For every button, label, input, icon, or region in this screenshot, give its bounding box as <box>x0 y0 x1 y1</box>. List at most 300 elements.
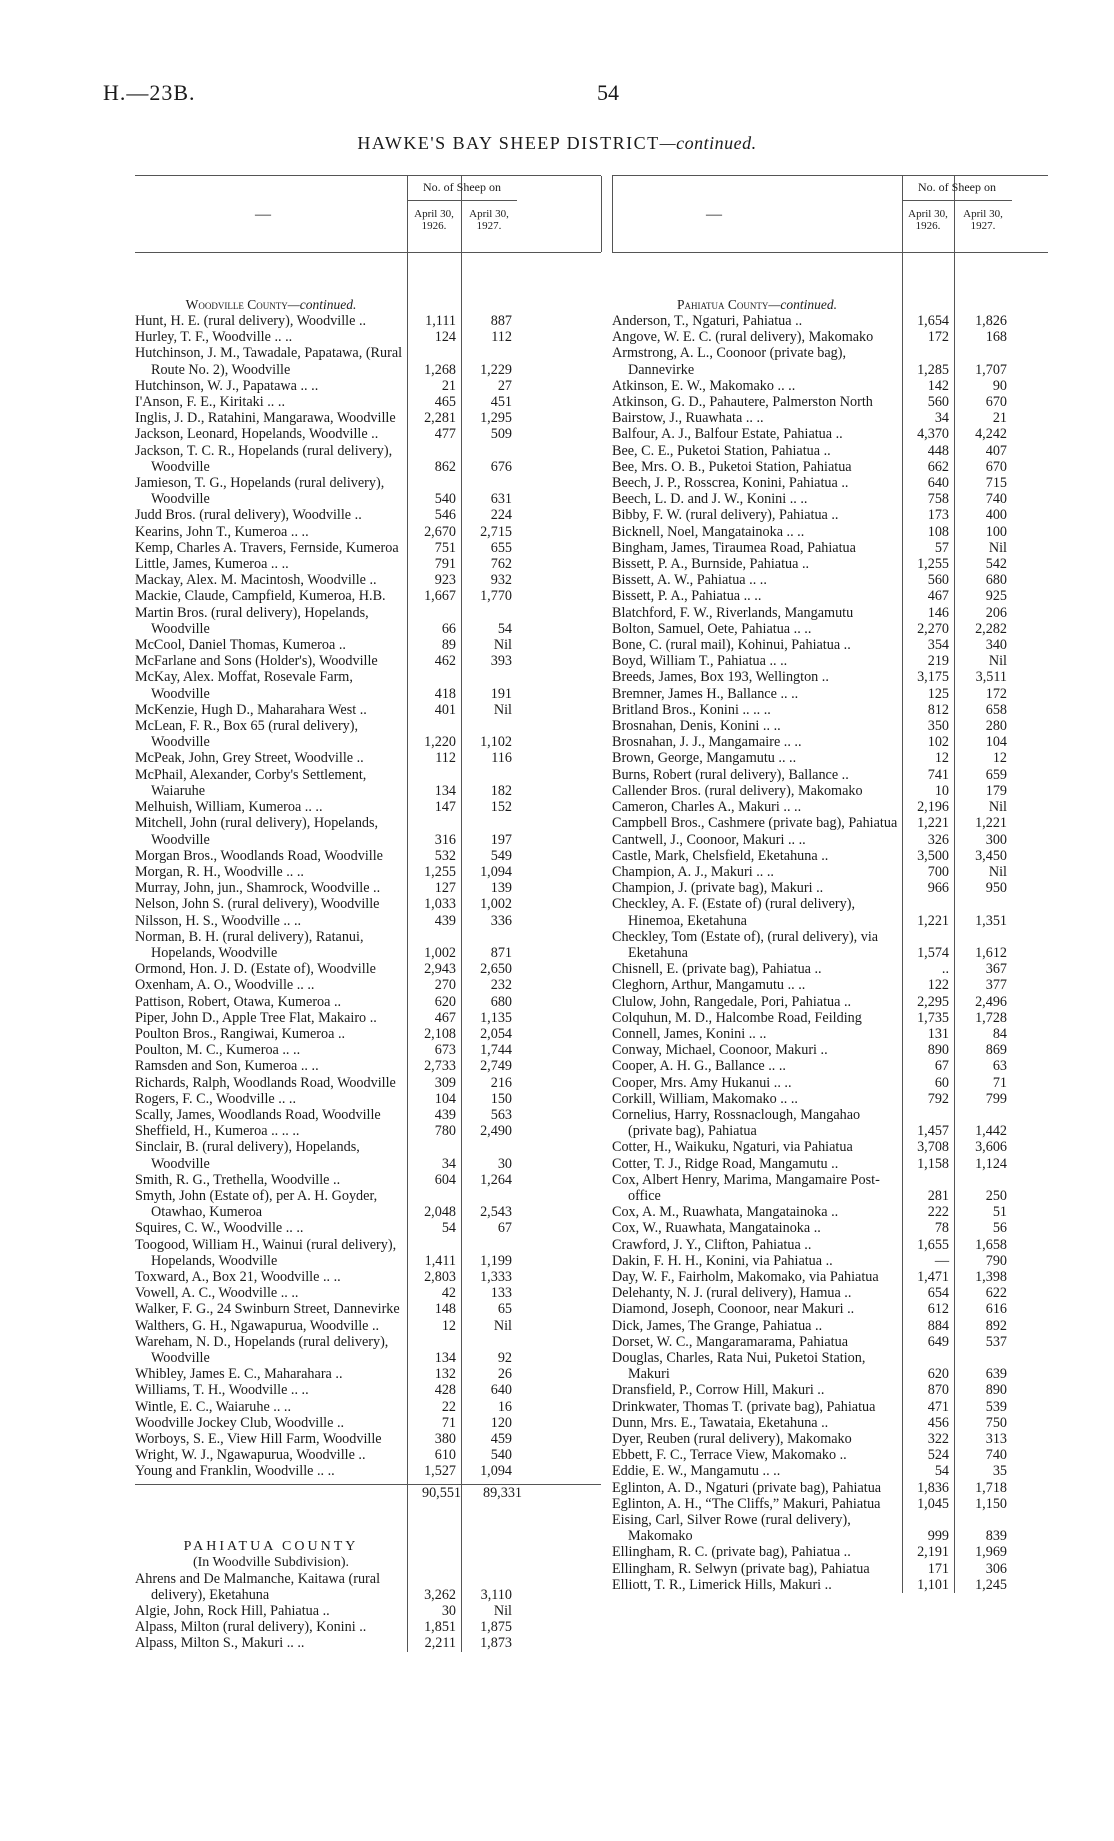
sheep-1926: 148 <box>434 1301 456 1318</box>
owner-name: Vowell, A. C., Woodville .. .. <box>135 1285 299 1302</box>
sheep-1927: 3,606 <box>975 1139 1007 1156</box>
sheep-1926: 1,045 <box>917 1495 949 1512</box>
sheep-1926: 1,220 <box>424 734 456 751</box>
owner-name: Blatchford, F. W., Riverlands, Mangamutu <box>612 604 854 621</box>
table-row <box>135 1026 601 1042</box>
sheep-1926: 546 <box>434 507 456 524</box>
owner-name: Piper, John D., Apple Tree Flat, Makairo .. <box>135 1009 377 1026</box>
table-row <box>135 1603 601 1619</box>
sheep-1927: 63 <box>992 1058 1007 1075</box>
table-row <box>612 653 1048 669</box>
sheep-1926: 12 <box>441 1317 456 1334</box>
left-table <box>135 175 601 1652</box>
table-row <box>135 1237 601 1269</box>
table-row <box>135 1619 601 1635</box>
sheep-1926: 125 <box>927 685 949 702</box>
table-row <box>135 815 601 847</box>
right-table <box>612 175 1048 1593</box>
sheep-1927: Nil <box>988 863 1007 880</box>
sheep-1927: 2,496 <box>975 993 1007 1010</box>
table-row <box>612 1415 1048 1431</box>
sheep-1926: 1,851 <box>424 1619 456 1636</box>
sheep-1927: 152 <box>490 799 512 816</box>
owner-name: Mitchell, John (rural delivery), Hopelands, Woodville <box>135 815 379 848</box>
sheep-1927: 21 <box>992 410 1007 427</box>
owner-name: Cantwell, J., Coonoor, Makuri .. .. <box>612 831 806 848</box>
sheep-1926: 270 <box>434 977 456 994</box>
table-row <box>135 929 601 961</box>
sheep-1927: 12 <box>992 750 1007 767</box>
table-row <box>135 1415 601 1431</box>
sheep-1926: 60 <box>934 1074 949 1091</box>
sheep-1927: 182 <box>490 782 512 799</box>
table-row <box>135 1269 601 1285</box>
sheep-1927: 1,398 <box>975 1268 1007 1285</box>
table-row <box>135 896 601 912</box>
title-suffix: —continued. <box>659 133 757 153</box>
sheep-1927: 3,110 <box>480 1586 512 1603</box>
owner-name: Little, James, Kumeroa .. .. <box>135 556 289 573</box>
table-row <box>612 1220 1048 1236</box>
sheep-1926: 12 <box>934 750 949 767</box>
total-1927: 89,331 <box>482 1484 522 1501</box>
sheep-1926: 2,211 <box>424 1635 456 1652</box>
sheep-1927: 631 <box>490 491 512 508</box>
table-row <box>612 1561 1048 1577</box>
page-title <box>0 133 1114 154</box>
report-reference: H.—23B. <box>103 80 196 105</box>
table-row <box>612 1026 1048 1042</box>
section-heading: Pahiatua County—continued. <box>676 297 837 312</box>
sheep-1926: 700 <box>927 863 949 880</box>
table-row <box>612 313 1048 329</box>
sheep-1926: 134 <box>434 1350 456 1366</box>
sheep-1927: 542 <box>985 556 1007 573</box>
sheep-1926: .. <box>941 961 949 978</box>
sheep-1926: 132 <box>434 1366 456 1383</box>
sheep-1927: 340 <box>985 637 1007 654</box>
sheep-1926: 10 <box>934 782 949 799</box>
table-row <box>135 1091 601 1107</box>
sheep-1927: 839 <box>985 1528 1007 1545</box>
sheep-1926: — <box>934 1252 949 1269</box>
sheep-1927: 2,054 <box>480 1025 512 1042</box>
owner-name: Diamond, Joseph, Coonoor, near Makuri .. <box>612 1301 855 1318</box>
sheep-1926: 1,471 <box>917 1268 949 1285</box>
owner-name: Cornelius, Harry, Rossnaclough, Mangahao (private bag), Pahiatua <box>612 1106 861 1140</box>
sheep-1926: 102 <box>927 734 949 751</box>
sheep-1926: 34 <box>934 410 949 427</box>
owner-name: Woodville Jockey Club, Woodville .. <box>135 1414 345 1431</box>
owner-name: Morgan, R. H., Woodville .. .. <box>135 863 304 880</box>
owner-name: Algie, John, Rock Hill, Pahiatua .. <box>135 1603 330 1620</box>
sheep-1927: 655 <box>490 539 512 556</box>
owner-name: Dyer, Reuben (rural delivery), Makomako <box>612 1431 852 1448</box>
sheep-1927: 892 <box>985 1317 1007 1334</box>
owner-name: Dransfield, P., Corrow Hill, Makuri .. <box>612 1382 825 1399</box>
table-row <box>135 848 601 864</box>
owner-name: Corkill, William, Makomako .. .. <box>612 1090 798 1107</box>
owner-name: Sinclair, B. (rural delivery), Hopelands, Woodville <box>135 1139 360 1172</box>
sheep-1926: 131 <box>927 1025 949 1042</box>
table-row <box>135 880 601 896</box>
owner-name: McKay, Alex. Moffat, Rosevale Farm, Woodville <box>135 669 353 702</box>
sheep-1926: 560 <box>927 394 949 411</box>
table-row <box>612 1399 1048 1415</box>
table-row <box>135 540 601 556</box>
sheep-1927: 1,124 <box>975 1155 1007 1172</box>
sheep-1926: 219 <box>927 653 949 670</box>
owner-name: Eddie, E. W., Mangamutu .. .. <box>612 1463 781 1480</box>
owner-name: Walthers, G. H., Ngawapurua, Woodville .. <box>135 1317 380 1334</box>
table-row <box>135 1571 601 1603</box>
table-row <box>135 750 601 766</box>
sheep-1926: 127 <box>434 880 456 897</box>
sheep-1926: 890 <box>927 1042 949 1059</box>
owner-name: Armstrong, A. L., Coonoor (private bag), Dannevirke <box>612 345 847 378</box>
sheep-1926: 104 <box>434 1090 456 1107</box>
table-row <box>135 1463 601 1479</box>
owner-name: Hunt, H. E. (rural delivery), Woodville .. <box>135 313 367 329</box>
sheep-1927: 35 <box>992 1463 1007 1480</box>
right-table-header <box>612 175 1048 253</box>
owner-name: Atkinson, E. W., Makomako .. .. <box>612 377 796 394</box>
table-row <box>612 410 1048 426</box>
sheep-1927: 549 <box>490 847 512 864</box>
table-row <box>135 977 601 993</box>
sheep-1926: 380 <box>434 1431 456 1448</box>
sheep-1927: 71 <box>992 1074 1007 1091</box>
owner-name: Bairstow, J., Ruawhata .. .. <box>612 410 764 427</box>
sheep-1927: 56 <box>992 1220 1007 1237</box>
owner-name: Alpass, Milton (rural delivery), Konini .. <box>135 1619 367 1636</box>
owner-name: McLean, F. R., Box 65 (rural delivery), Woodville <box>135 718 359 751</box>
owner-name: Chisnell, E. (private bag), Pahiatua .. <box>612 961 822 978</box>
col-1926-heading: April 30, 1926. <box>414 208 454 232</box>
sheep-1927: 150 <box>490 1090 512 1107</box>
sheep-1927: 1,873 <box>480 1635 512 1652</box>
owner-name: Champion, J. (private bag), Makuri .. <box>612 880 824 897</box>
owner-name: Walker, F. G., 24 Swinburn Street, Dannevirke <box>135 1301 400 1318</box>
sheep-1927: 250 <box>985 1187 1007 1204</box>
owner-name: Elliott, T. R., Limerick Hills, Makuri .. <box>612 1576 832 1593</box>
sheep-1927: 1,969 <box>975 1544 1007 1561</box>
sheep-1926: 662 <box>927 458 949 475</box>
sheep-1927: 1,707 <box>975 361 1007 378</box>
sheep-1926: 322 <box>927 1431 949 1448</box>
owner-name: McKenzie, Hugh D., Maharahara West .. <box>135 701 367 718</box>
sheep-1927: 890 <box>985 1382 1007 1399</box>
sheep-count-heading: No. of Sheep on <box>918 180 996 194</box>
table-row <box>135 1123 601 1139</box>
sheep-1926: 30 <box>441 1603 456 1620</box>
owner-name: Kearins, John T., Kumeroa .. .. <box>135 523 309 540</box>
owner-name: Eising, Carl, Silver Rowe (rural delivery), Makomako <box>612 1512 851 1545</box>
sheep-1926: 649 <box>927 1333 949 1350</box>
owner-name: Boyd, William T., Pahiatua .. .. <box>612 653 788 670</box>
sheep-1926: 1,221 <box>917 912 949 929</box>
owner-name: Melhuish, William, Kumeroa .. .. <box>135 799 323 816</box>
owner-name: Smyth, John (Estate of), per A. H. Goyder, Otawhao, Kumeroa <box>135 1187 378 1221</box>
table-row <box>612 977 1048 993</box>
owner-name: Poulton, M. C., Kumeroa .. .. <box>135 1042 301 1059</box>
sheep-1927: 509 <box>490 426 512 443</box>
sheep-1927: Nil <box>988 653 1007 670</box>
table-row <box>135 702 601 718</box>
owner-name: Colquhun, M. D., Halcombe Road, Feilding <box>612 1009 862 1026</box>
table-row <box>135 1635 601 1651</box>
sheep-1926: 108 <box>927 523 949 540</box>
sheep-1927: 67 <box>497 1220 512 1237</box>
table-row <box>135 1318 601 1334</box>
sheep-1927: 224 <box>490 507 512 524</box>
sheep-1926: 354 <box>927 637 949 654</box>
table-row <box>612 1253 1048 1269</box>
sheep-1926: 146 <box>927 604 949 621</box>
table-row <box>612 1577 1048 1593</box>
table-row <box>612 848 1048 864</box>
sheep-1927: 280 <box>985 718 1007 735</box>
sheep-1927: 172 <box>985 685 1007 702</box>
table-row <box>135 1447 601 1463</box>
table-row <box>612 491 1048 507</box>
owner-name: Sheffield, H., Kumeroa .. .. .. <box>135 1123 300 1140</box>
table-row <box>135 1075 601 1091</box>
sheep-1927: 1,135 <box>480 1009 512 1026</box>
sheep-1926: 172 <box>927 329 949 346</box>
owner-name: Toogood, William H., Wainui (rural delivery), Hopelands, Woodville <box>135 1236 397 1269</box>
sheep-1926: 34 <box>441 1155 456 1172</box>
sheep-1927: 1,826 <box>975 313 1007 329</box>
table-row <box>135 1058 601 1074</box>
owner-name: Britland Bros., Konini .. .. .. <box>612 701 771 718</box>
table-row <box>612 572 1048 588</box>
sheep-1927: 400 <box>985 507 1007 524</box>
sheep-1926: 477 <box>434 426 456 443</box>
table-row <box>612 1512 1048 1544</box>
table-row <box>135 605 601 637</box>
sheep-1927: 179 <box>985 782 1007 799</box>
owner-name: Callender Bros. (rural delivery), Makomako <box>612 782 863 799</box>
sheep-1926: 401 <box>434 701 456 718</box>
left-table-header <box>135 175 601 253</box>
sheep-1926: 22 <box>441 1398 456 1415</box>
sheep-1927: 563 <box>490 1106 512 1123</box>
sheep-1927: 377 <box>985 977 1007 994</box>
owner-name: Crawford, J. Y., Clifton, Pahiatua .. <box>612 1236 812 1253</box>
header-dash: — <box>706 206 722 223</box>
table-row <box>135 443 601 475</box>
table-row <box>612 702 1048 718</box>
left-table-body <box>135 253 601 1652</box>
owner-name: Judd Bros. (rural delivery), Woodville .. <box>135 507 362 524</box>
table-row <box>135 378 601 394</box>
owner-name: Cox, W., Ruawhata, Mangatainoka .. <box>612 1220 821 1237</box>
sheep-1927: 30 <box>497 1155 512 1172</box>
owner-name: Dakin, F. H. H., Konini, via Pahiatua .. <box>612 1252 833 1269</box>
owner-name: Wright, W. J., Ngawapurua, Woodville .. <box>135 1447 366 1464</box>
sheep-1927: 459 <box>490 1431 512 1448</box>
sheep-1927: 1,770 <box>480 588 512 605</box>
sheep-1927: Nil <box>988 799 1007 816</box>
owner-name: Cox, A. M., Ruawhata, Mangatainoka .. <box>612 1204 839 1221</box>
owner-name: Cleghorn, Arthur, Mangamutu .. .. <box>612 977 806 994</box>
table-row <box>612 507 1048 523</box>
total-row <box>135 1484 601 1501</box>
table-row <box>612 394 1048 410</box>
sheep-1927: 1,718 <box>975 1479 1007 1496</box>
sheep-1926: 1,735 <box>917 1009 949 1026</box>
sheep-1926: 122 <box>927 977 949 994</box>
sheep-1926: 1,285 <box>917 361 949 378</box>
sheep-1927: 871 <box>490 944 512 961</box>
table-row <box>612 1269 1048 1285</box>
table-row <box>135 1301 601 1317</box>
owner-name: Norman, B. H. (rural delivery), Ratanui, Hopelands, Woodville <box>135 928 364 961</box>
sheep-1927: 2,543 <box>480 1204 512 1221</box>
table-row <box>612 718 1048 734</box>
sheep-1926: 4,370 <box>917 426 949 443</box>
table-row <box>612 929 1048 961</box>
sheep-1927: 1,264 <box>480 1171 512 1188</box>
table-row <box>612 637 1048 653</box>
owner-name: Angove, W. E. C. (rural delivery), Makomako <box>612 329 874 346</box>
owner-name: Anderson, T., Ngaturi, Pahiatua .. <box>612 313 803 329</box>
sheep-1927: 2,282 <box>975 620 1007 637</box>
owner-name: Bingham, James, Tiraumea Road, Pahiatua <box>612 539 856 556</box>
table-row <box>135 1188 601 1220</box>
table-row <box>612 1107 1048 1139</box>
table-row <box>612 767 1048 783</box>
sheep-1927: 887 <box>490 313 512 329</box>
sheep-1927: 407 <box>985 442 1007 459</box>
sheep-1927: 740 <box>985 491 1007 508</box>
table-row <box>135 1107 601 1123</box>
owner-name: Checkley, Tom (Estate of), (rural delivery), via Eketahuna <box>612 928 879 961</box>
table-row <box>612 1204 1048 1220</box>
sheep-1927: 715 <box>985 475 1007 492</box>
sheep-1926: 2,191 <box>917 1544 949 1561</box>
owner-name: Jackson, T. C. R., Hopelands (rural delivery), Woodville <box>135 442 393 475</box>
owner-name: Cox, Albert Henry, Marima, Mangamaire Post-office <box>612 1171 880 1204</box>
table-row <box>612 1350 1048 1382</box>
owner-name: Wintle, E. C., Waiaruhe .. .. <box>135 1398 292 1415</box>
col-1927-heading: April 30, 1927. <box>963 208 1003 232</box>
sheep-1926: 1,111 <box>425 313 456 329</box>
sheep-1926: 870 <box>927 1382 949 1399</box>
owner-name: Cotter, T. J., Ridge Road, Mangamutu .. <box>612 1155 839 1172</box>
sheep-1927: 1,442 <box>975 1123 1007 1140</box>
owner-name: Clulow, John, Rangedale, Pori, Pahiatua .. <box>612 993 852 1010</box>
sheep-1927: 1,295 <box>480 410 512 427</box>
table-row <box>612 1431 1048 1447</box>
sheep-1927: 3,511 <box>975 669 1007 686</box>
sheep-1927: 925 <box>985 588 1007 605</box>
table-row <box>612 1463 1048 1479</box>
owner-name: Cooper, Mrs. Amy Hukanui .. .. <box>612 1074 792 1091</box>
owner-name: Kemp, Charles A. Travers, Fernside, Kumeroa <box>135 539 399 556</box>
sheep-1927: 799 <box>985 1090 1007 1107</box>
table-row <box>135 410 601 426</box>
sheep-1927: Nil <box>988 539 1007 556</box>
table-row <box>612 1237 1048 1253</box>
table-row <box>612 799 1048 815</box>
sheep-1927: 658 <box>985 701 1007 718</box>
sheep-1927: 84 <box>992 1025 1007 1042</box>
sheep-1926: 620 <box>927 1366 949 1383</box>
owner-name: Conway, Michael, Coonoor, Makuri .. <box>612 1042 828 1059</box>
table-row <box>612 426 1048 442</box>
right-table-body <box>612 253 1048 1593</box>
owner-name: Bone, C. (rural mail), Kohinui, Pahiatua .. <box>612 637 851 654</box>
page-number: 54 <box>597 80 619 105</box>
sheep-1926: 439 <box>434 912 456 929</box>
table-row <box>135 1382 601 1398</box>
sheep-1927: 2,650 <box>480 961 512 978</box>
table-row <box>135 1399 601 1415</box>
owner-name: Bissett, P. A., Burnside, Pahiatua .. <box>612 556 810 573</box>
sheep-1926: 560 <box>927 572 949 589</box>
sheep-1926: 1,268 <box>424 361 456 378</box>
sheep-1926: 57 <box>934 539 949 556</box>
sheep-1926: 1,411 <box>424 1252 456 1269</box>
owner-name: Dick, James, The Grange, Pahiatua .. <box>612 1317 823 1334</box>
sheep-1926: 3,708 <box>917 1139 949 1156</box>
sheep-1926: 222 <box>927 1204 949 1221</box>
col-1927-heading: April 30, 1927. <box>469 208 509 232</box>
owner-name: Bissett, A. W., Pahiatua .. .. <box>612 572 767 589</box>
sheep-1927: Nil <box>493 701 512 718</box>
sheep-1927: 4,242 <box>975 426 1007 443</box>
sheep-1926: 758 <box>927 491 949 508</box>
sheep-1927: 451 <box>490 394 512 411</box>
sheep-1926: 524 <box>927 1447 949 1464</box>
owner-name: Brosnahan, Denis, Konini .. .. <box>612 718 781 735</box>
table-row <box>135 572 601 588</box>
sheep-1926: 1,667 <box>424 588 456 605</box>
title-text: HAWKE'S BAY SHEEP DISTRICT <box>357 133 660 153</box>
sheep-1926: 448 <box>927 442 949 459</box>
table-row <box>135 588 601 604</box>
owner-name: Bicknell, Noel, Mangatainoka .. .. <box>612 523 805 540</box>
sheep-1927: Nil <box>493 1603 512 1620</box>
table-row <box>135 345 601 377</box>
table-row <box>612 1010 1048 1026</box>
table-row <box>612 443 1048 459</box>
sheep-1927: 670 <box>985 394 1007 411</box>
table-row <box>612 1447 1048 1463</box>
sheep-1927: 2,490 <box>480 1123 512 1140</box>
sheep-1926: 812 <box>927 701 949 718</box>
owner-name: Ebbett, F. C., Terrace View, Makomako .. <box>612 1447 847 1464</box>
owner-name: Poulton Bros., Rangiwai, Kumeroa .. <box>135 1025 346 1042</box>
table-row <box>135 524 601 540</box>
table-row <box>612 832 1048 848</box>
sheep-1927: 26 <box>497 1366 512 1383</box>
owner-name: Ellingham, R. C. (private bag), Pahiatua .. <box>612 1544 851 1561</box>
owner-name: Champion, A. J., Makuri .. .. <box>612 863 774 880</box>
table-row <box>612 1334 1048 1350</box>
owner-name: Dorset, W. C., Mangaramarama, Pahiatua <box>612 1333 848 1350</box>
table-row <box>612 994 1048 1010</box>
sheep-1927: 750 <box>985 1414 1007 1431</box>
owner-name: Cameron, Charles A., Makuri .. .. <box>612 799 802 816</box>
sheep-1927: 3,450 <box>975 847 1007 864</box>
sheep-1927: 2,715 <box>480 523 512 540</box>
table-row <box>135 913 601 929</box>
owner-name: Brown, George, Mangamutu .. .. <box>612 750 797 767</box>
sheep-1926: 2,196 <box>917 799 949 816</box>
